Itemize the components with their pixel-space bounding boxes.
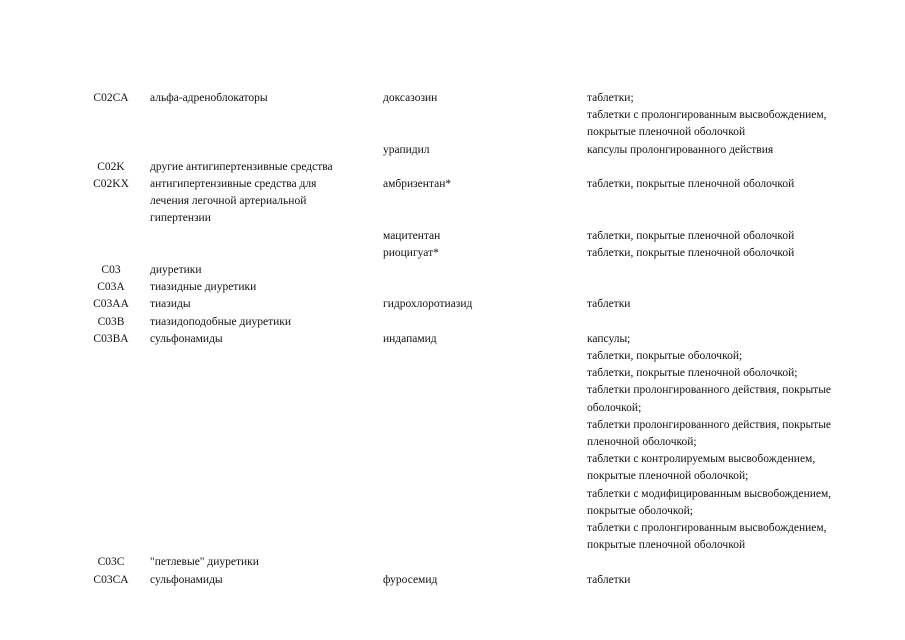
pharmacological-group <box>150 176 383 228</box>
dosage-form-line: таблетки, покрытые пленочной оболочкой; <box>587 367 798 380</box>
pharmacological-group <box>150 245 383 262</box>
drug-name <box>383 554 587 571</box>
drug-name: доксазозин <box>383 92 438 104</box>
dosage-form-line: таблетки, покрытые пленочной оболочкой <box>587 246 795 259</box>
pharmacological-group <box>150 228 383 245</box>
atc-code: C03 <box>101 264 121 277</box>
drug-name: риоцигуат* <box>383 246 439 259</box>
dosage-form-line: покрытые пленочной оболочкой; <box>587 470 749 483</box>
group-line: альфа-адреноблокаторы <box>150 92 268 104</box>
atc-code: C02KX <box>93 178 129 191</box>
pharmacological-group <box>150 331 383 555</box>
drug-name: урапидил <box>383 143 430 156</box>
dosage-form-line: оболочкой; <box>587 401 642 414</box>
dosage-form-line: пленочной оболочкой; <box>587 436 697 449</box>
atc-code: C02K <box>97 160 125 173</box>
dosage-form-line: покрытые оболочкой; <box>587 504 693 517</box>
table-row <box>72 176 872 228</box>
dosage-forms <box>587 245 872 262</box>
group-line: антигипертензивные средства для <box>150 178 317 191</box>
group-line: гипертензии <box>150 212 211 225</box>
group-line: диуретики <box>150 264 202 277</box>
dosage-forms <box>587 296 872 313</box>
atc-code <box>72 228 150 245</box>
dosage-form-line: таблетки; <box>587 92 634 104</box>
pharmacological-group <box>150 159 383 176</box>
group-line: лечения легочной артериальной <box>150 195 307 208</box>
dosage-forms <box>587 228 872 245</box>
atc-drug-table <box>72 90 872 589</box>
atc-code <box>72 142 150 159</box>
dosage-forms <box>587 572 872 589</box>
dosage-form-line: таблетки пролонгированного действия, покрытые <box>587 384 832 397</box>
drug-name <box>383 159 587 176</box>
dosage-form-line: таблетки <box>587 298 631 311</box>
dosage-form-line: таблетки с пролонгированным высвобождением, <box>587 109 827 122</box>
atc-code <box>72 245 150 262</box>
pharmacological-group <box>150 572 383 589</box>
table-row <box>72 142 872 159</box>
drug-name <box>383 262 587 279</box>
pharmacological-group <box>150 90 383 142</box>
pharmacological-group <box>150 296 383 313</box>
dosage-form-line: таблетки, покрытые оболочкой; <box>587 350 743 363</box>
table-row <box>72 245 872 262</box>
group-line: сульфонамиды <box>150 573 223 586</box>
pharmacological-group <box>150 262 383 279</box>
dosage-forms <box>587 331 872 555</box>
dosage-forms <box>587 159 872 176</box>
atc-code: C03B <box>97 315 125 328</box>
table-row <box>72 331 872 555</box>
dosage-form-line: таблетки, покрытые пленочной оболочкой <box>587 178 795 191</box>
table-row <box>72 90 872 142</box>
atc-code: C03AA <box>93 298 129 311</box>
dosage-form-line: таблетки пролонгированного действия, покрытые <box>587 418 832 431</box>
atc-code: C03BA <box>93 332 129 345</box>
drug-name <box>383 314 587 331</box>
pharmacological-group <box>150 314 383 331</box>
dosage-form-line: таблетки, покрытые пленочной оболочкой <box>587 229 795 242</box>
dosage-form-line: капсулы пролонгированного действия <box>587 143 774 156</box>
table-row <box>72 262 872 279</box>
dosage-forms <box>587 90 872 142</box>
pharmacological-group <box>150 279 383 296</box>
dosage-forms <box>587 314 872 331</box>
drug-name <box>383 279 587 296</box>
atc-code: C03C <box>97 556 125 569</box>
table-row <box>72 554 872 571</box>
table-row <box>72 159 872 176</box>
drug-name: индапамид <box>383 332 437 345</box>
dosage-forms <box>587 262 872 279</box>
dosage-form-line: капсулы; <box>587 332 631 345</box>
atc-code: C02CA <box>93 92 129 104</box>
table-row <box>72 228 872 245</box>
atc-code: C03CA <box>93 573 129 586</box>
pharmacological-group <box>150 142 383 159</box>
table-row <box>72 279 872 296</box>
group-line: "петлевые" диуретики <box>150 556 259 569</box>
dosage-form-line: таблетки с пролонгированным высвобождением, <box>587 522 827 535</box>
table-row <box>72 572 872 589</box>
dosage-form-line: таблетки <box>587 573 631 586</box>
group-line: сульфонамиды <box>150 332 223 345</box>
dosage-forms <box>587 279 872 296</box>
dosage-form-line: покрытые пленочной оболочкой <box>587 539 746 552</box>
drug-name: фуросемид <box>383 573 438 586</box>
dosage-forms <box>587 554 872 571</box>
table-body <box>72 90 872 589</box>
pharmacological-group <box>150 554 383 571</box>
table-row <box>72 296 872 313</box>
dosage-form-line: таблетки с контролируемым высвобождением, <box>587 453 816 466</box>
dosage-form-line: покрытые пленочной оболочкой <box>587 126 746 139</box>
dosage-forms <box>587 176 872 228</box>
drug-name: гидрохлоротиазид <box>383 298 473 311</box>
dosage-form-line: таблетки с модифицированным высвобождением, <box>587 487 832 500</box>
group-line: тиазидные диуретики <box>150 281 257 294</box>
atc-code: C03A <box>97 281 125 294</box>
table-row <box>72 314 872 331</box>
dosage-forms <box>587 142 872 159</box>
group-line: другие антигипертензивные средства <box>150 160 333 173</box>
drug-name: мацитентан <box>383 229 441 242</box>
group-line: тиазиды <box>150 298 191 311</box>
group-line: тиазидоподобные диуретики <box>150 315 291 328</box>
drug-name: амбризентан* <box>383 178 452 191</box>
